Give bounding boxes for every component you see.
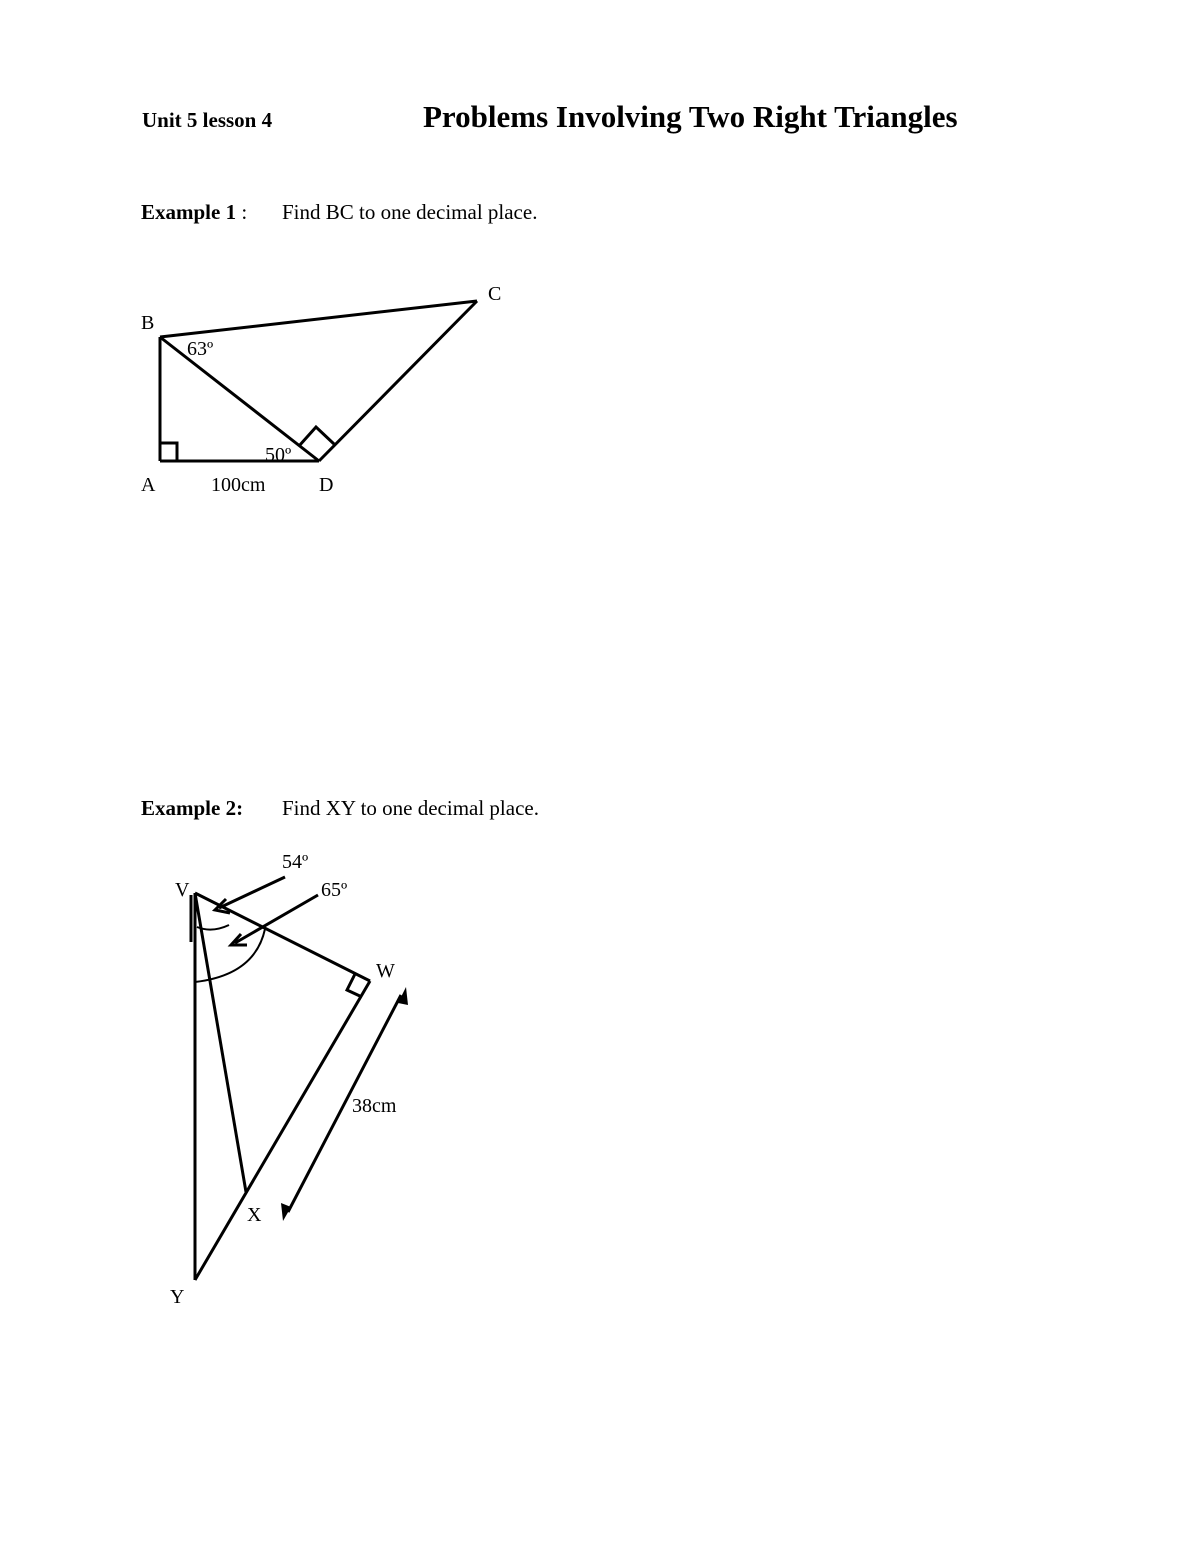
- example1-label-text: Example 1: [141, 200, 237, 224]
- point-a-label: A: [141, 474, 156, 496]
- example1-label-colon: :: [236, 200, 248, 224]
- side-wy-label: 38cm: [352, 1095, 397, 1117]
- point-y-label: Y: [170, 1286, 185, 1308]
- point-x-label: X: [247, 1204, 262, 1226]
- lesson-label: Unit 5 lesson 4: [142, 108, 273, 132]
- example1-prompt: Find BC to one decimal place.: [282, 200, 538, 224]
- example2-prompt: Find XY to one decimal place.: [282, 796, 539, 820]
- angle-65-label: 65º: [321, 879, 348, 901]
- page-title: Problems Involving Two Right Triangles: [423, 99, 958, 134]
- segment-wy: [195, 981, 370, 1280]
- point-b-label: B: [141, 312, 155, 334]
- angle-d-label: 50º: [265, 444, 292, 466]
- point-c-label: C: [488, 283, 502, 305]
- angle-b-label: 63º: [187, 338, 214, 360]
- point-w-label: W: [376, 960, 395, 982]
- point-d-label: D: [319, 474, 334, 496]
- angle-arrow-54: [219, 877, 285, 908]
- example2-label: Example 2:: [141, 796, 244, 820]
- point-v-label: V: [175, 879, 190, 901]
- angle-54-label: 54º: [282, 851, 309, 873]
- side-ad-label: 100cm: [211, 474, 266, 496]
